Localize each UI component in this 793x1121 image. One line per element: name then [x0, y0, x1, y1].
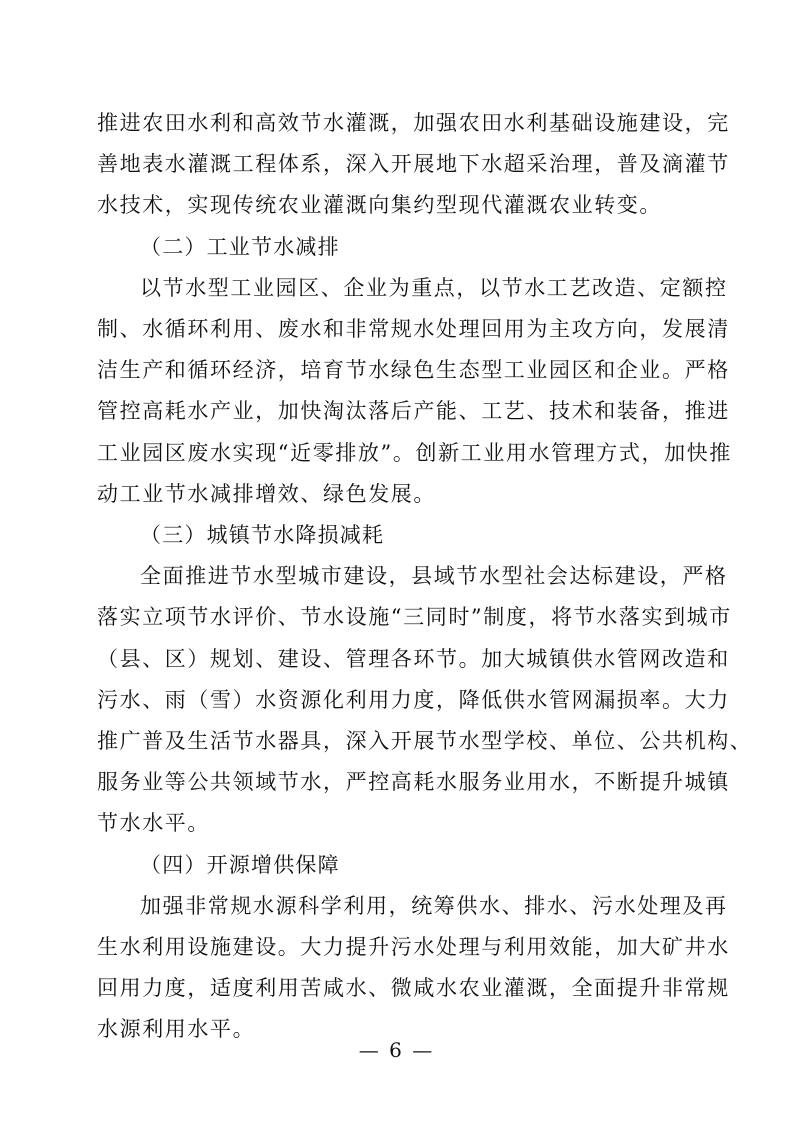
paragraph-line: 洁生产和循环经济，培育节水绿色生态型工业园区和企业。严格 [97, 358, 730, 382]
paragraph-line: 善地表水灌溉工程体系，深入开展地下水超采治理，普及滴灌节 [97, 152, 730, 176]
paragraph-line: 推广普及生活节水器具，深入开展节水型学校、单位、公共机构、 [97, 729, 753, 753]
section-heading: （四）开源增供保障 [140, 853, 340, 877]
paragraph-line: 节水水平。 [97, 811, 210, 835]
paragraph-line: 推进农田水利和高效节水灌溉，加强农田水利基础设施建设，完 [97, 111, 730, 135]
paragraph-line: 工业园区废水实现“近零排放”。创新工业用水管理方式，加快推 [97, 441, 732, 465]
paragraph-line: 服务业等公共领域节水，严控高耗水服务业用水，不断提升城镇 [97, 770, 730, 794]
paragraph-line: 回用力度，适度利用苦咸水、微咸水农业灌溉，全面提升非常规 [97, 976, 730, 1000]
section-heading: （三）城镇节水降损减耗 [140, 523, 385, 547]
page-number: — 6 — [358, 1038, 435, 1062]
paragraph-line: 管控高耗水产业，加快淘汰落后产能、工艺、技术和装备，推进 [97, 399, 730, 423]
paragraph-line: 动工业节水减排增效、绿色发展。 [97, 482, 436, 506]
section-heading: （二）工业节水减排 [140, 235, 340, 259]
paragraph-line: 加强非常规水源科学利用，统筹供水、排水、污水处理及再 [140, 894, 728, 918]
paragraph-line: 以节水型工业园区、企业为重点，以节水工艺改造、定额控 [140, 276, 728, 300]
paragraph-line: 水源利用水平。 [97, 1017, 256, 1041]
paragraph-line: 全面推进节水型城市建设，县域节水型社会达标建设，严格 [140, 564, 728, 588]
paragraph-line: 制、水循环利用、废水和非常规水处理回用为主攻方向，发展清 [97, 317, 730, 341]
paragraph-line: 生水利用设施建设。大力提升污水处理与利用效能，加大矿井水 [97, 935, 730, 959]
paragraph-line: （县、区）规划、建设、管理各环节。加大城镇供水管网改造和 [97, 647, 730, 671]
paragraph-line: 水技术，实现传统农业灌溉向集约型现代灌溉农业转变。 [97, 193, 662, 217]
paragraph-line: 污水、雨（雪）水资源化利用力度，降低供水管网漏损率。大力 [97, 688, 730, 712]
paragraph-line: 落实立项节水评价、节水设施“三同时”制度，将节水落实到城市 [97, 605, 732, 629]
